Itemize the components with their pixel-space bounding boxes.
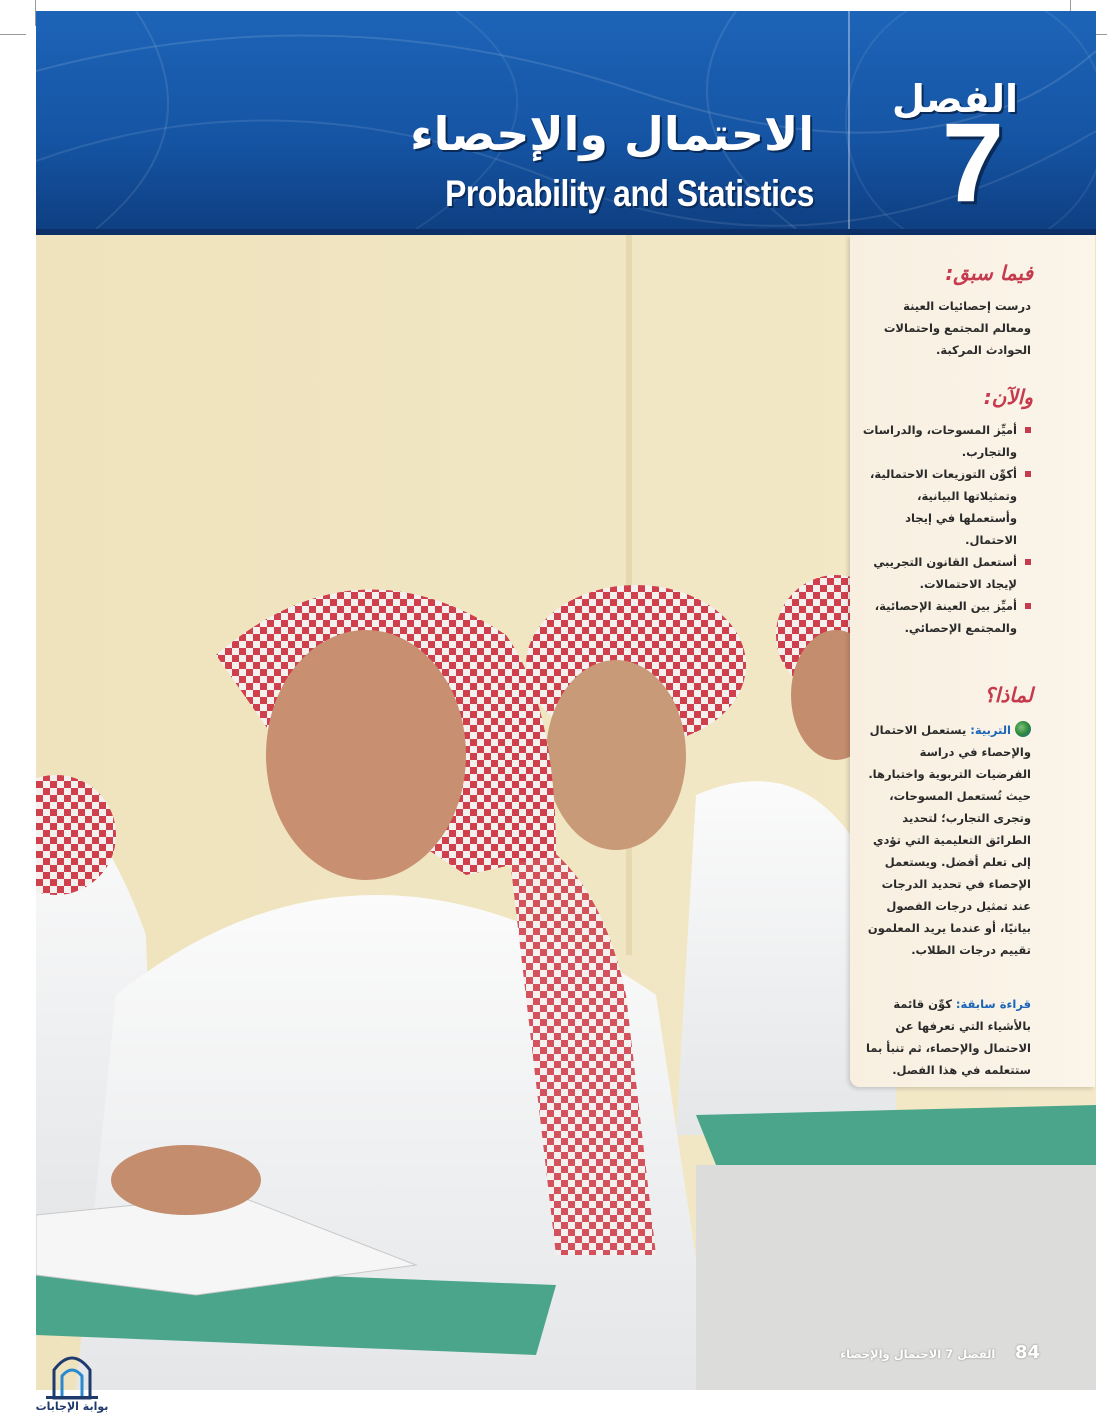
bullet-icon [1025, 427, 1031, 433]
why-body: يستعمل الاحتمال والإحصاء في دراسة الفرضيات التربوية واختبارها. حيث تُستعمل المسوحات، وتجرى التجارب؛ لتحديد الطرائق التعليمية التي تؤدي إلى تعلم أفضل. ويستعمل الإحصاء في تحديد الدرجات عند تمثيل درجات الفصول بيانيًا، أو عندما يريد المعلمون تقييم درجات الطلاب. [867, 723, 1031, 957]
crop-mark [0, 34, 26, 35]
prior-reading-body: كوِّن قائمة بالأشياء التي تعرفها عن الاحتمال والإحصاء، ثم تنبأ بما ستتعلمه في هذا الفصل. [865, 997, 1031, 1077]
now-list [861, 419, 1031, 639]
chapter-number: 7 [941, 100, 1004, 225]
chapter-sidebar [850, 235, 1095, 1087]
list-item: أكوِّن التوزيعات الاحتمالية، وتمثيلاتها البيانية، وأستعملها في إيجاد الاحتمال. [861, 463, 1031, 551]
chapter-label: الفصل [891, 77, 1018, 121]
why-text [861, 719, 1031, 961]
answers-portal-logo [32, 1348, 112, 1418]
prior-reading-keyword: قراءة سابقة: [955, 997, 1031, 1011]
bullet-icon [1025, 603, 1031, 609]
globe-icon [1015, 721, 1031, 737]
logo-text: بوابة الإجابات [35, 1400, 109, 1413]
why-keyword: التربية: [970, 723, 1011, 737]
mosque-icon [32, 1348, 112, 1400]
why-heading: لماذا؟ [984, 683, 1033, 707]
now-heading: والآن: [983, 385, 1033, 409]
page-number: 84 [1014, 1342, 1040, 1363]
before-heading: فيما سبق: [945, 261, 1033, 285]
bullet-icon [1025, 559, 1031, 565]
list-item: أميِّز المسوحات، والدراسات والتجارب. [861, 419, 1031, 463]
header-divider [848, 11, 850, 229]
chapter-header [36, 11, 1096, 235]
list-item: أستعمل القانون التجريبي لإيجاد الاحتمالات. [861, 551, 1031, 595]
page-footer [800, 1342, 1040, 1368]
prior-reading [861, 993, 1031, 1081]
chapter-title-english: Probability and Statistics [445, 173, 814, 214]
chapter-title-arabic: الاحتمال والإحصاء [410, 107, 814, 161]
list-item: أميِّز بين العينة الإحصائية، والمجتمع الإحصائي. [861, 595, 1031, 639]
footer-chapter-ref: الفصل 7 الاحتمال والإحصاء [840, 1347, 996, 1361]
bullet-icon [1025, 471, 1031, 477]
before-text: درست إحصائيات العينة ومعالم المجتمع واحتمالات الحوادث المركبة. [883, 299, 1031, 357]
